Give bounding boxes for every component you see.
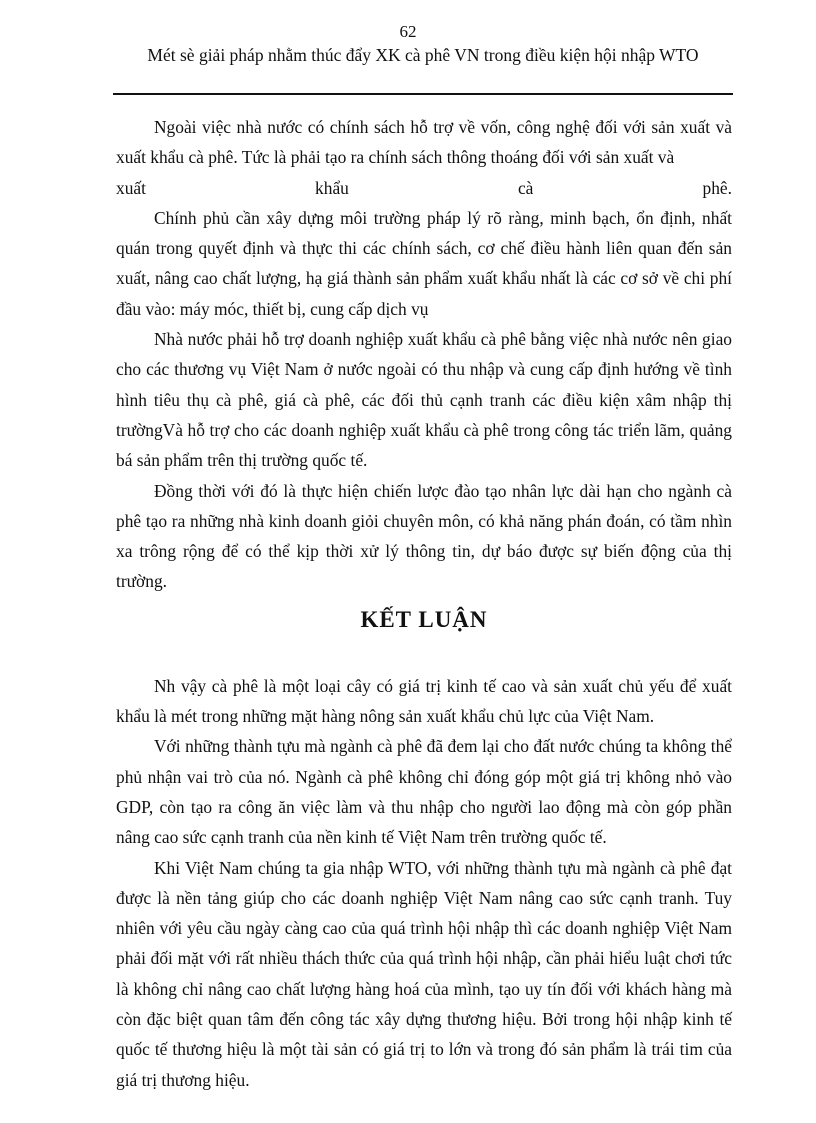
header-divider — [113, 93, 733, 95]
word: phê. — [702, 177, 732, 198]
paragraph-support-policy-last-line — [116, 173, 732, 203]
word: xuất — [116, 177, 146, 198]
paragraph-support-policy: Ngoài việc nhà nước có chính sách hỗ trợ về vốn, công nghệ đối với sản xuất và xuất khẩu cà phê. Tức là phải tạo ra chính sách thông thoáng đối với sản xuất và — [116, 117, 732, 168]
paragraph-legal-environment: Chính phủ cần xây dựng môi trường pháp lý rõ ràng, minh bạch, ổn định, nhất quán trong quyết định và thực thi các chính sách, cơ chế điều hành liên quan đến sản xuất, nâng cao chất lượng, hạ giá thành sản phẩm xuất khẩu nhất là các cơ sở về chi phí đầu vào: máy móc, thiết bị, cung cấp dịch vụ — [116, 207, 732, 319]
paragraph-conclusion-achievements: Với những thành tựu mà ngành cà phê đã đem lại cho đất nước chúng ta không thể phủ nhận vai trò của nó. Ngành cà phê không chỉ đóng góp một giá trị không nhỏ vào GDP, còn tạo ra công ăn việc làm và thu nhập cho người lao động mà còn góp phần nâng cao sức cạnh tranh của nền kinh tế Việt Nam trên trường quốc tế. — [116, 736, 732, 848]
running-header-title: Mét sè giải pháp nhằm thúc đẩy XK cà phê VN trong điều kiện hội nhập WTO — [147, 45, 699, 65]
paragraph-conclusion-intro: Nh vậy cà phê là một loại cây có giá trị kinh tế cao và sản xuất chủ yếu để xuất khẩu là mét trong những mặt hàng nông sản xuất khẩu chủ lực của Việt Nam. — [116, 675, 732, 727]
section-heading-conclusion: KẾT LUẬN — [360, 606, 488, 632]
word: cà — [517, 177, 534, 198]
paragraph-conclusion-wto: Khi Việt Nam chúng ta gia nhập WTO, với những thành tựu mà ngành cà phê đạt được là nền tảng giúp cho các doanh nghiệp Việt Nam nâng cao sức cạnh tranh. Tuy nhiên với yêu cầu ngày càng cao của quá trình hội nhập thì các doanh nghiệp Việt Nam phải đối mặt với rất nhiều thách thức của quá trình hội nhập, cần phải hiểu luật chơi tức là không chỉ nâng cao chất lượng hàng hoá của mình, tạo uy tín đối với khách hàng mà còn đặc biệt quan tâm đến công tác xây dựng thương hiệu. Bởi trong hội nhập kinh tế quốc tế thương hiệu là một tài sản có giá trị to lớn và trong đó sản phẩm là trái tim của giá trị thương hiệu. — [116, 857, 732, 1090]
page-number: 62 — [399, 22, 417, 41]
word: khẩu — [315, 177, 349, 198]
document-body — [116, 112, 732, 1095]
paragraph-human-resources: Đồng thời với đó là thực hiện chiến lược đào tạo nhân lực dài hạn cho ngành cà phê tạo ra những nhà kinh doanh giỏi chuyên môn, có khả năng phán đoán, có tầm nhìn xa trông rộng để có thể kịp thời xử lý thông tin, dự báo được sự biến động của thị trường. — [116, 480, 732, 592]
justified-last-line — [116, 173, 732, 203]
paragraph-trade-offices: Nhà nước phải hỗ trợ doanh nghiệp xuất khẩu cà phê bằng việc nhà nước nên giao cho các thương vụ Việt Nam ở nước ngoài có thu nhập và cung cấp định hướng về tình hình tiêu thụ cà phê, giá cà phê, các đối thủ cạnh tranh các điều kiện xâm nhập thị trườngVà hỗ trợ cho các doanh nghiệp xuất khẩu cà phê trong công tác triển lãm, quảng bá sản phẩm trên thị trường quốc tế. — [116, 329, 732, 471]
